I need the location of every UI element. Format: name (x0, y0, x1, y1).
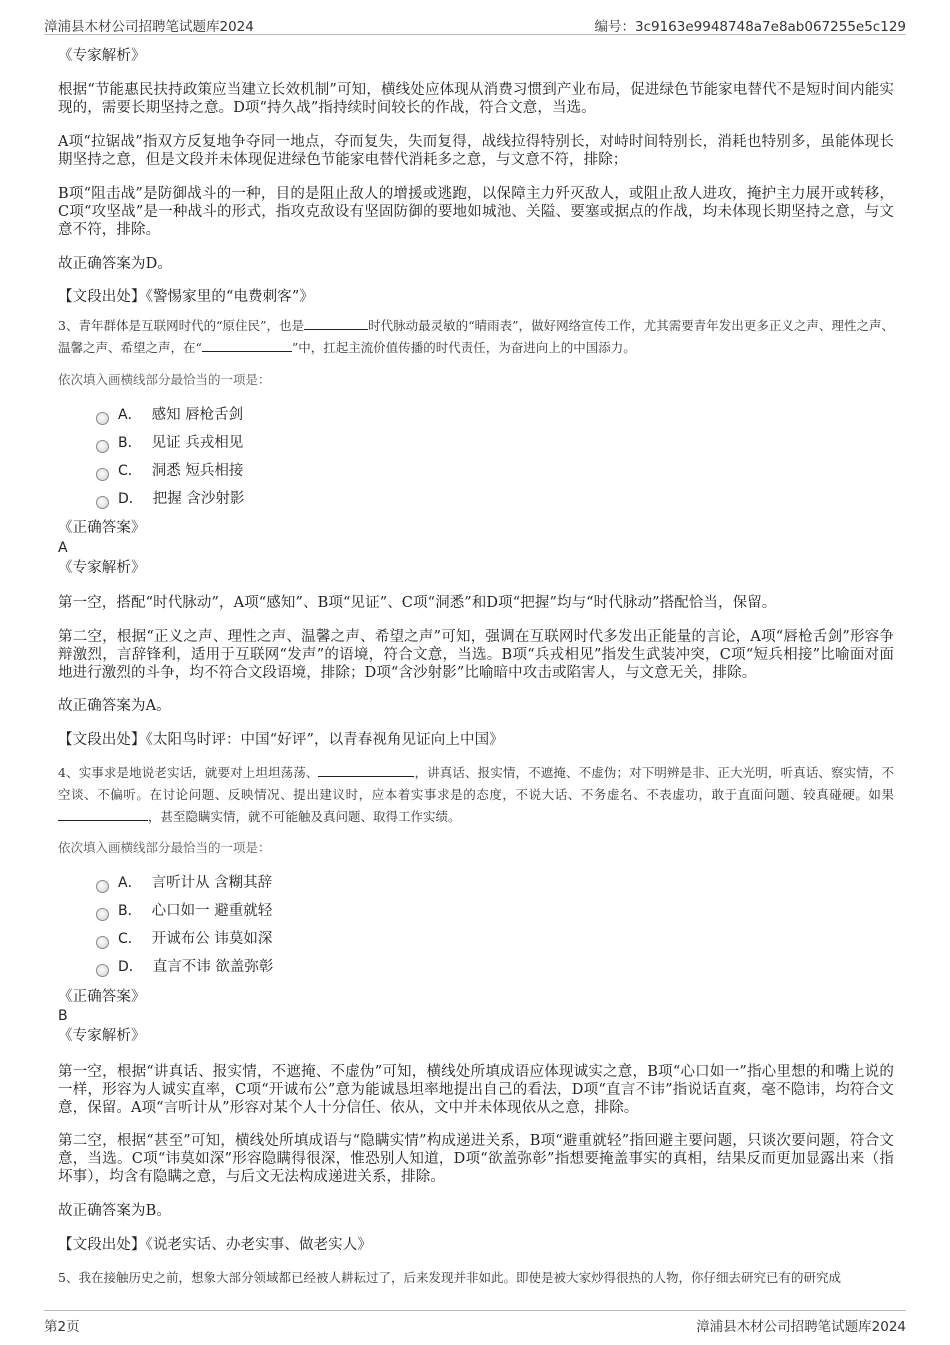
q3-analysis-2: 第二空，根据“正义之声、理性之声、温馨之声、希望之声”可知，强调在互联网时代多发出正能量的言论，A项“唇枪舌剑”形容争辩激烈，言辞锋利，适用于互联网“发声”的语境，符合文意，当选。B项“兵戎相见”指发生武装冲突，C项“短兵相接”比喻面对面地进行激烈的斗争，均不符合文段语境，排除；D项“含沙射影”比喻暗中攻击或陷害人，与文意无关，排除。 (58, 629, 894, 681)
q5-stem: 5、我在接触历史之前，想象大部分领域都已经被人耕耘过了，后来发现并非如此。即使是被大家炒得很热的人物，你仔细去研究已有的研究成 (58, 1270, 841, 1285)
q4-source: 【文段出处】《说老实话、办老实事、做老实人》 (58, 1237, 372, 1253)
q2-analysis-3: B项“阻击战”是防御战斗的一种，目的是阻止敌人的增援或逃跑，以保障主力歼灭敌人，或阻止敌人进攻，掩护主力展开或转移，C项“攻坚战”是一种战斗的形式，指攻克敌设有坚固防御的要地如城池、关隘、要塞或据点的作战，均未体现长期坚持之意，与文意不符，排除。 (58, 186, 894, 238)
q4-option-c-text: 开诚布公 讳莫如深 (151, 931, 273, 947)
q3-option-c-letter: C． (118, 463, 142, 479)
q4-option-b-letter: B． (118, 903, 142, 919)
page-header (44, 12, 906, 35)
q2-analysis-2: A项“拉锯战”指双方反复地争夺同一地点，夺而复失，失而复得，战线拉得特别长，对峙时间特别长，消耗也特别多，虽能体现长期坚持之意，但是文段并未体现促进绿色节能家电替代消耗多之意，与文意不符，排除； (58, 134, 894, 168)
q2-source: 【文段出处】《警惕家里的“电费刺客”》 (58, 289, 314, 305)
q4-stem (58, 762, 894, 828)
q4-stem-part-2: ，讲真话、报实情，不遮掩、不虚伪；对下明辨是非、正大光明，听真话、察实情，不空谈、不偏听。在讨论问题、反映情况、提出建议时，应本着实事求是的态度，不说大话、不务虚名、不表虚功，敢于直面问题、较真碰硬。如果 (58, 765, 894, 802)
q4-stem-part-1: 4、实事求是地说老实话，就要对上坦坦荡荡、 (58, 765, 319, 780)
q3-stem-part-1: 3、青年群体是互联网时代的“原住民”，也是 (58, 318, 305, 333)
q3-blank-2 (202, 339, 292, 352)
radio-icon[interactable] (96, 440, 109, 453)
radio-icon[interactable] (96, 468, 109, 481)
q3-answer: A (58, 540, 68, 556)
q3-answer-label: 《正确答案》 (58, 520, 146, 536)
q3-instruction: 依次填入画横线部分最恰当的一项是： (58, 372, 271, 387)
q4-option-d-text: 直言不讳 欲盖弥彰 (152, 959, 274, 975)
q3-option-b[interactable] (96, 433, 243, 453)
q4-answer-label: 《正确答案》 (58, 989, 146, 1005)
q4-option-a-text: 言听计从 含糊其辞 (151, 875, 273, 891)
q3-stem-part-2: 时代脉动最灵敏的“晴雨表”，做好网络宣传工作，尤其需要青年发出更多正义之声、理性之声、温馨之声、希望之声，在“ (58, 318, 894, 355)
q4-expert-label: 《专家解析》 (58, 1028, 146, 1044)
footer-title: 漳浦县木材公司招聘笔试题库2024 (696, 1319, 906, 1335)
q2-conclusion: 故正确答案为D。 (58, 256, 172, 272)
q3-stem-part-3: ”中，扛起主流价值传播的时代责任，为奋进向上的中国添力。 (291, 340, 636, 355)
q3-option-b-letter: B． (118, 435, 142, 451)
q4-blank-1 (318, 764, 414, 777)
q3-option-c-text: 洞悉 短兵相接 (151, 463, 244, 479)
q3-option-c[interactable] (96, 461, 243, 481)
q4-option-a-letter: A． (118, 875, 142, 891)
q3-option-d-letter: D． (118, 491, 143, 507)
q4-analysis-1: 第一空，根据“讲真话、报实情，不遮掩、不虚伪”可知，横线处所填成语应体现诚实之意，B项“心口如一”指心里想的和嘴上说的一样，形容为人诚实直率，C项“开诚布公”意为能诚恳坦率地提出自己的看法，D项“直言不讳”指说话直爽，毫不隐讳，均符合文意，保留。A项“言听计从”形容对某个人十分信任、依从，文中并未体现依从之意，排除。 (58, 1064, 894, 1116)
q4-option-d[interactable] (96, 957, 273, 977)
header-code (594, 15, 906, 35)
q4-answer: B (58, 1008, 68, 1024)
header-title: 漳浦县木材公司招聘笔试题库2024 (44, 19, 254, 35)
q4-option-b[interactable] (96, 901, 272, 921)
q3-conclusion: 故正确答案为A。 (58, 698, 171, 714)
q4-option-d-letter: D． (118, 959, 143, 975)
q3-stem (58, 315, 894, 359)
q4-blank-2 (58, 808, 148, 821)
header-code-value: 3c9163e9948748a7e8ab067255e5c129 (634, 19, 906, 35)
q3-option-a[interactable] (96, 405, 243, 425)
radio-icon[interactable] (96, 908, 109, 921)
q3-blank-1 (304, 317, 368, 330)
page-footer (44, 1310, 906, 1335)
q4-option-a[interactable] (96, 873, 272, 893)
q4-option-c[interactable] (96, 929, 272, 949)
radio-icon[interactable] (96, 936, 109, 949)
q4-option-b-text: 心口如一 避重就轻 (151, 903, 273, 919)
q3-option-d-text: 把握 含沙射影 (152, 491, 245, 507)
q4-analysis-2: 第二空，根据“甚至”可知，横线处所填成语与“隐瞒实情”构成递进关系，B项“避重就轻”指回避主要问题，只谈次要问题，符合文意，当选。C项“讳莫如深”形容隐瞒得很深，惟恐别人知道，D项“欲盖弥彰”指想要掩盖事实的真相，结果反而更加显露出来（指坏事），均含有隐瞒之意，与后文无法构成递进关系，排除。 (58, 1133, 894, 1185)
q4-conclusion: 故正确答案为B。 (58, 1203, 171, 1219)
q3-option-a-letter: A． (118, 407, 142, 423)
q3-expert-label: 《专家解析》 (58, 560, 146, 576)
q2-expert-label: 《专家解析》 (58, 48, 146, 64)
q3-option-a-text: 感知 唇枪舌剑 (151, 407, 244, 423)
header-code-label: 编号： (594, 19, 635, 35)
q2-analysis-1: 根据“节能惠民扶持政策应当建立长效机制”可知，横线处应体现从消费习惯到产业布局，促进绿色节能家电替代不是短时间内能实现的，需要长期坚持之意。D项“持久战”指持续时间较长的作战，符合文意，当选。 (58, 82, 894, 116)
q4-option-c-letter: C． (118, 931, 142, 947)
radio-icon[interactable] (96, 412, 109, 425)
radio-icon[interactable] (96, 496, 109, 509)
q3-option-d[interactable] (96, 489, 244, 509)
q4-stem-part-3: ，甚至隐瞒实情，就不可能触及真问题、取得工作实绩。 (148, 809, 461, 824)
q3-analysis-1: 第一空，搭配“时代脉动”，A项“感知”、B项“见证”、C项“洞悉”和D项“把握”均与“时代脉动”搭配恰当，保留。 (58, 595, 777, 611)
q3-option-b-text: 见证 兵戎相见 (151, 435, 244, 451)
q3-source: 【文段出处】《太阳鸟时评：中国“好评”，以青春视角见证向上中国》 (58, 732, 504, 748)
radio-icon[interactable] (96, 880, 109, 893)
radio-icon[interactable] (96, 964, 109, 977)
footer-page-number: 第2页 (44, 1319, 80, 1335)
q4-instruction: 依次填入画横线部分最恰当的一项是： (58, 840, 271, 855)
